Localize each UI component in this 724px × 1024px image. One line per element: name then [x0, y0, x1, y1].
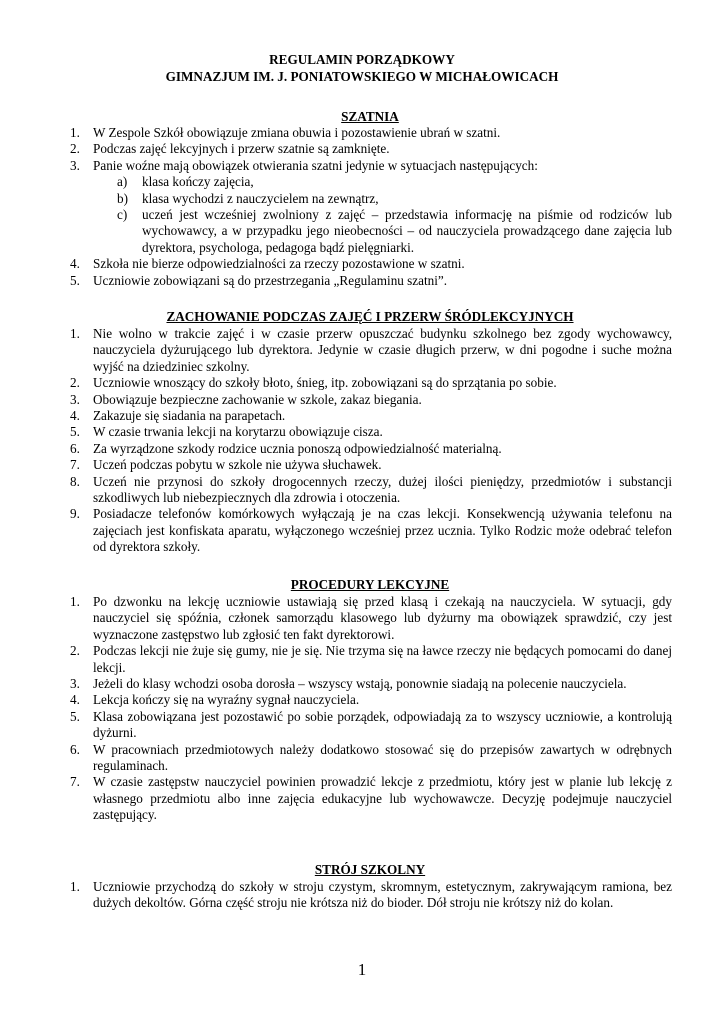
section-heading-szatnia: SZATNIA	[341, 109, 399, 124]
list-item: 1. Nie wolno w trakcie zajęć i w czasie przerw opuszczać budynku szkolnego bez zgody wychowawcy, nauczyciela dyżurującego lub dyrektora. Jedynie w czasie długich przerw, w dni pogodne i suche można wyjść na dziedziniec szkolny.	[70, 326, 672, 374]
page-number: 1	[357, 960, 367, 979]
list-item: 3. Panie woźne mają obowiązek otwierania szatni jedynie w sytuacjach następujących: a) klasa kończy zajęcia, b) klasa wychodzi z nauczycielem na zewnątrz, c) uczeń jest wcześniej zwolniony z zajęć – przedstawia informację na piśmie od rodziców lub wychowawcy, a w przypadku jego nieobecności – od nauczyciela prowadzącego dane zajęcia lub dyrektora, psychologa, pedagoga bądź pielęgniarki.	[70, 157, 672, 255]
section-list-szatnia	[70, 125, 672, 289]
section-list-procedury	[70, 594, 672, 824]
list-item: 2. Podczas zajęć lekcyjnych i przerw szatnie są zamknięte.	[70, 141, 390, 157]
sub-list	[93, 174, 672, 256]
list-item: 4. Lekcja kończy się na wyraźny sygnał nauczyciela.	[70, 692, 360, 708]
list-item: 1. Po dzwonku na lekcję uczniowie ustawiają się przed klasą i czekają na nauczyciela. W sytuacji, gdy nauczyciel się spóźnia, członek samorządu klasowego lub dyżurny ma obowiązek sprawdzić, czy jest wyznaczone zastępstwo lub zgłosić ten fakt dyrektorowi.	[70, 594, 672, 642]
section-heading-procedury: PROCEDURY LEKCYJNE	[290, 577, 450, 592]
list-item: 1. W Zespole Szkół obowiązuje zmiana obuwia i pozostawienie ubrań w szatni.	[70, 125, 501, 140]
list-item: 7. Uczeń podczas pobytu w szkole nie używa słuchawek.	[70, 457, 382, 473]
sub-list-item: c) uczeń jest wcześniej zwolniony z zajęć – przedstawia informację na piśmie od rodziców lub wychowawcy, a w przypadku jego nieobecności – od nauczyciela prowadzącego dane zajęcia lub dyrektora, psychologa, pedagoga bądź pielęgniarki.	[117, 207, 672, 255]
document-title-line-1: REGULAMIN PORZĄDKOWY	[269, 52, 455, 67]
list-item: 5. Uczniowie zobowiązani są do przestrzegania „Regulaminu szatni”.	[70, 272, 448, 288]
list-item: 3. Obowiązuje bezpieczne zachowanie w szkole, zakaz biegania.	[70, 391, 422, 407]
list-item: 1. Uczniowie przychodzą do szkoły w stroju czystym, skromnym, estetycznym, zakrywającym ramiona, bez dużych dekoltów. Górna część stroju nie krótsza niż do bioder. Dół stroju nie krótszy niż do kolan.	[70, 879, 672, 911]
list-item: 2. Uczniowie wnoszący do szkoły błoto, śnieg, itp. zobowiązani są do sprzątania po sobie.	[70, 375, 557, 391]
list-item: 9. Posiadacze telefonów komórkowych wyłączają je na czas lekcji. Konsekwencją używania telefonu na zajęciach jest konfiskata aparatu, wyłączonego wcześniej przez ucznia. Tylko Rodzic może odebrać telefon od dyrektora szkoły.	[70, 506, 672, 555]
sub-list-item: a) klasa kończy zajęcia,	[117, 174, 254, 190]
section-heading-stroj: STRÓJ SZKOLNY	[314, 862, 426, 877]
list-item: 2. Podczas lekcji nie żuje się gumy, nie je się. Nie trzyma się na ławce rzeczy nie będących pomocami do danej lekcji.	[70, 643, 672, 675]
section-list-stroj	[70, 879, 672, 912]
list-item: 8. Uczeń nie przynosi do szkoły drogocennych rzeczy, dużej ilości pieniędzy, przedmiotów i substancji szkodliwych lub niebezpiecznych dla zdrowia i otoczenia.	[70, 473, 672, 506]
list-item: 4. Szkoła nie bierze odpowiedzialności za rzeczy pozostawione w szatni.	[70, 256, 465, 272]
list-item: 3. Jeżeli do klasy wchodzi osoba dorosła – wszyscy wstają, ponownie siadają na polecenie nauczyciela.	[70, 676, 627, 692]
list-item: 6. W pracowniach przedmiotowych należy dodatkowo stosować się do przepisów zawartych w odrębnych regulaminach.	[70, 741, 672, 774]
sub-list-item: b) klasa wychodzi z nauczycielem na zewnątrz,	[117, 190, 379, 206]
document-title-line-2: GIMNAZJUM IM. J. PONIATOWSKIEGO W MICHAŁOWICACH	[165, 69, 559, 84]
section-heading-zachowanie: ZACHOWANIE PODCZAS ZAJĘĆ I PRZERW ŚRÓDLEKCYJNYCH	[166, 309, 574, 324]
list-item: 7. W czasie zastępstw nauczyciel powinien prowadzić lekcje z przedmiotu, który jest w planie lub lekcję z własnego przedmiotu albo inne zajęcia edukacyjne lub wychowawcze. Decyzję podejmuje nauczyciel zastępujący.	[70, 774, 672, 823]
list-item: 6. Za wyrządzone szkody rodzice ucznia ponoszą odpowiedzialność materialną.	[70, 440, 502, 456]
list-item: 4. Zakazuje się siadania na parapetach.	[70, 408, 286, 424]
list-item: 5. Klasa zobowiązana jest pozostawić po sobie porządek, odpowiadają za to wszyscy uczniowie, a kontrolują dyżurni.	[70, 708, 672, 741]
list-item: 5. W czasie trwania lekcji na korytarzu obowiązuje cisza.	[70, 424, 383, 440]
section-list-zachowanie	[70, 326, 672, 556]
